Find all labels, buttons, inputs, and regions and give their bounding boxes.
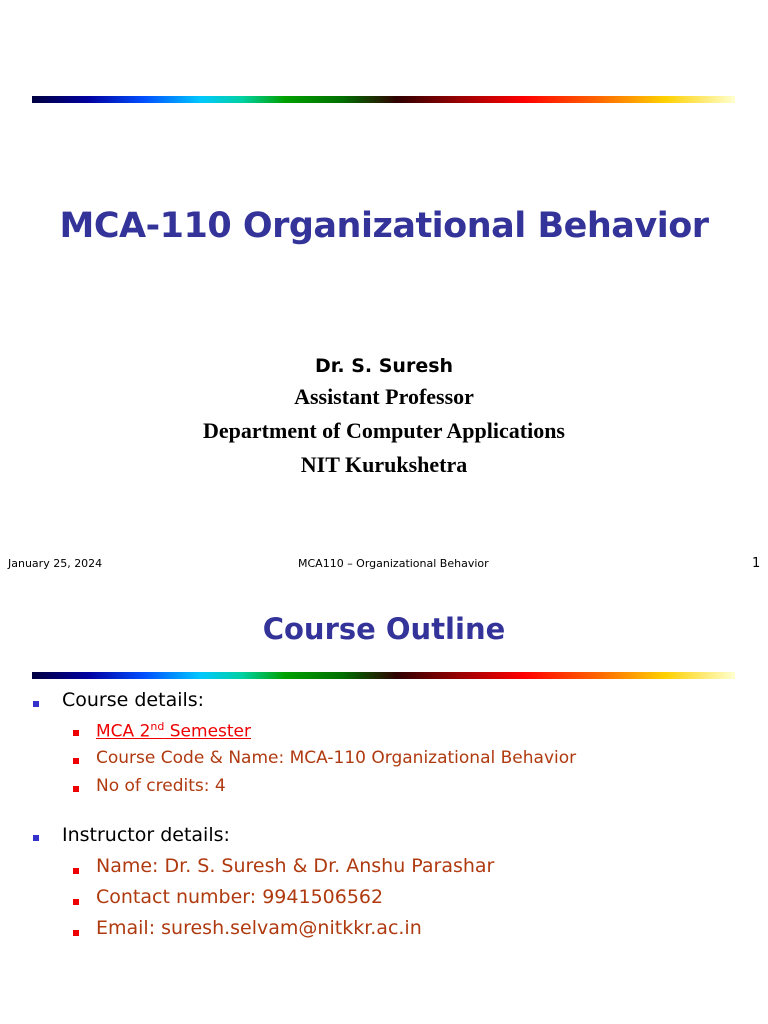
author-position: Assistant Professor xyxy=(294,384,474,409)
rainbow-divider-outline xyxy=(32,672,735,679)
bullet-square-icon xyxy=(33,701,39,707)
bullet-square-icon xyxy=(73,786,79,792)
bullet-square-icon xyxy=(33,835,39,841)
footer-page-number: 1 xyxy=(752,556,761,571)
bullet-square-icon xyxy=(73,730,79,736)
course-code-item: Course Code & Name: MCA-110 Organizational Behavior xyxy=(96,748,577,768)
section-heading-instructor-details: Instructor details: xyxy=(62,824,230,846)
slide-title: MCA-110 Organizational Behavior xyxy=(59,206,709,246)
footer-date: January 25, 2024 xyxy=(8,557,103,570)
bullet-square-icon xyxy=(73,758,79,764)
bullet-square-icon xyxy=(73,868,79,874)
author-block xyxy=(0,352,768,482)
instructor-name-item: Name: Dr. S. Suresh & Dr. Anshu Parashar xyxy=(96,855,495,877)
author-name: Dr. S. Suresh xyxy=(314,355,454,377)
section-heading-course-details: Course details: xyxy=(62,689,205,711)
semester-link[interactable]: MCA 2nd Semester xyxy=(96,720,252,742)
bullet-square-icon xyxy=(73,930,79,936)
author-department: Department of Computer Applications xyxy=(203,418,565,443)
course-outline-title: Course Outline xyxy=(262,612,506,646)
rainbow-divider-top xyxy=(32,96,735,103)
bullet-square-icon xyxy=(73,899,79,905)
credits-item: No of credits: 4 xyxy=(96,776,226,796)
footer-course-name: MCA110 – Organizational Behavior xyxy=(298,557,489,570)
contact-number-item: Contact number: 9941506562 xyxy=(96,886,384,908)
author-institution: NIT Kurukshetra xyxy=(300,452,468,477)
email-item: Email: suresh.selvam@nitkkr.ac.in xyxy=(96,917,422,939)
